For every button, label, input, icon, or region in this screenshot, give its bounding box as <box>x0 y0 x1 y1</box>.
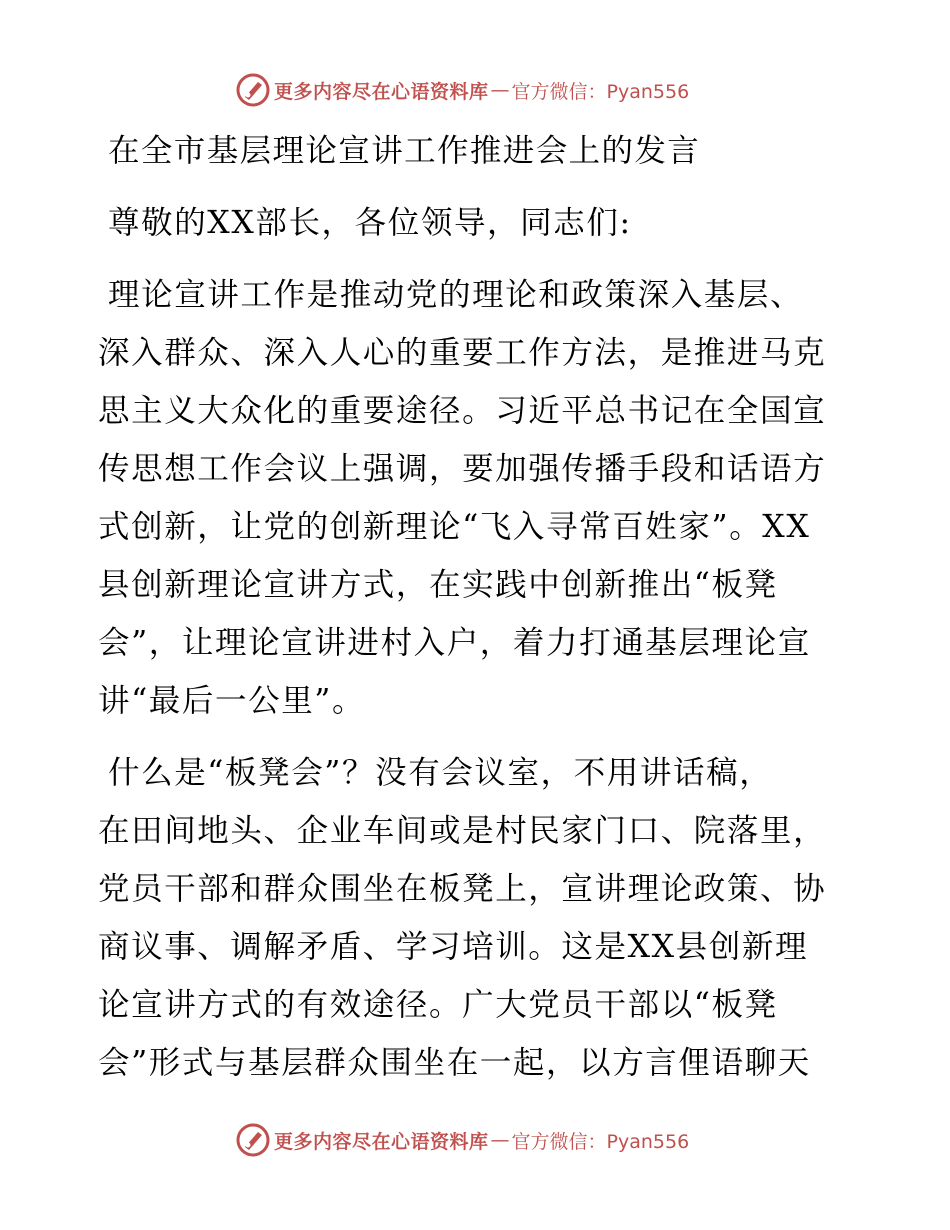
watermark-separator: — <box>490 79 510 101</box>
paragraph-line: 深入群众、深入人心的重要工作方法，是推进马克 <box>98 335 827 371</box>
footer-watermark <box>236 1120 756 1160</box>
paragraph-1 <box>98 266 858 730</box>
paragraph-line: 什么是“板凳会”？没有会议室，不用讲话稿， <box>108 755 773 791</box>
paragraph-line: 论宣讲方式的有效途径。广大党员干部以“板凳 <box>98 987 778 1023</box>
paragraph-line: 思主义大众化的重要途径。习近平总书记在全国宣 <box>98 393 827 429</box>
paragraph-line: 传思想工作会议上强调，要加强传播手段和话语方 <box>98 451 827 487</box>
brand-logo-icon <box>236 1123 270 1157</box>
watermark-separator: — <box>490 1129 510 1151</box>
watermark-wechat-text: 官方微信：Pyan556 <box>511 80 690 103</box>
watermark-brand-text: 更多内容尽在心语资料库 <box>274 80 489 103</box>
paragraph-line: 在田间地头、企业车间或是村民家门口、院落里， <box>98 813 827 849</box>
paragraph-line: 讲“最后一公里”。 <box>98 683 366 719</box>
paragraph-line: 式创新，让党的创新理论“飞入寻常百姓家”。XX <box>98 509 811 545</box>
paragraph-line: 县创新理论宣讲方式，在实践中创新推出“板凳 <box>98 567 778 603</box>
watermark-wechat-text: 官方微信：Pyan556 <box>511 1130 690 1153</box>
paragraph-2 <box>98 744 858 1092</box>
document-title: 在全市基层理论宣讲工作推进会上的发言 <box>108 133 701 169</box>
paragraph-line: 党员干部和群众围坐在板凳上，宣讲理论政策、协 <box>98 871 827 907</box>
document-body <box>98 122 858 1092</box>
paragraph-line: 会”形式与基层群众围坐在一起，以方言俚语聊天 <box>98 1045 811 1081</box>
paragraph-line: 会”，让理论宣讲进村入户，着力打通基层理论宣 <box>98 625 811 661</box>
paragraph-line: 商议事、调解矛盾、学习培训。这是XX县创新理 <box>98 929 809 965</box>
salutation: 尊敬的XX部长，各位领导，同志们: <box>108 205 632 241</box>
brand-logo-icon <box>236 73 270 107</box>
paragraph-line: 理论宣讲工作是推动党的理论和政策深入基层、 <box>108 277 804 313</box>
header-watermark <box>236 70 756 110</box>
watermark-brand-text: 更多内容尽在心语资料库 <box>274 1130 489 1153</box>
